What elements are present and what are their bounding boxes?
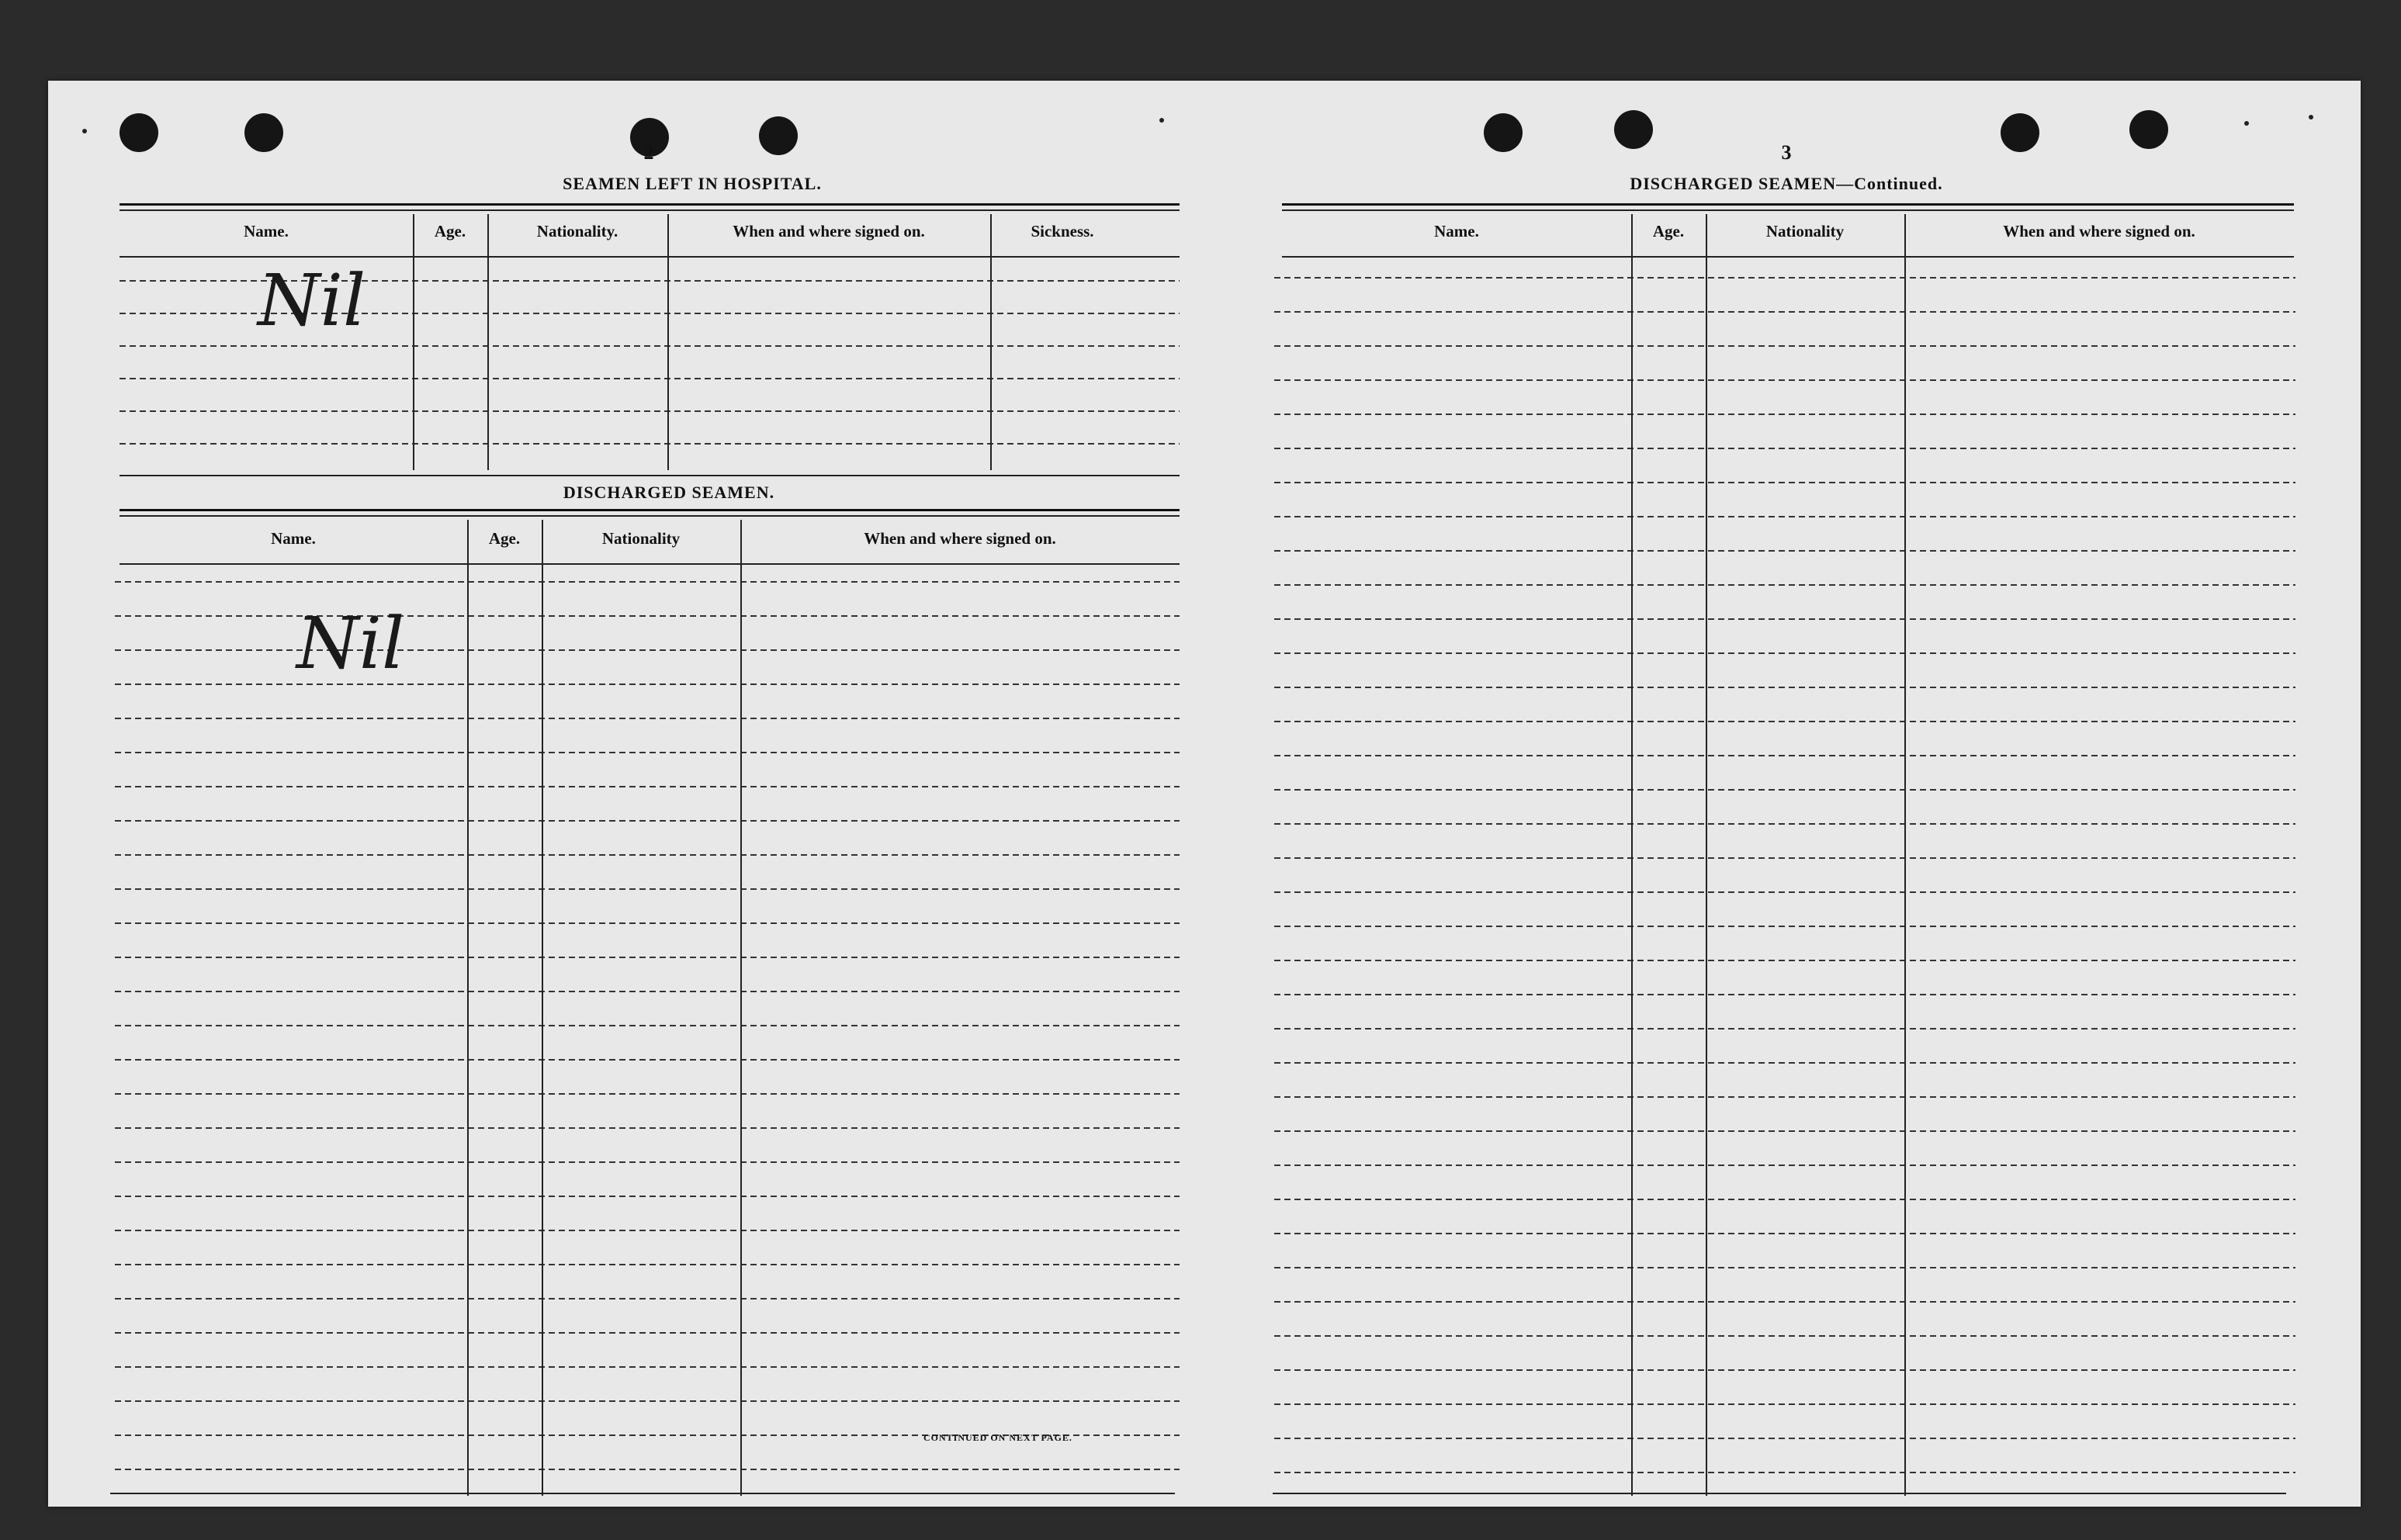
- col-header-sickness: Sickness.: [1031, 222, 1094, 241]
- col-header-name: Name.: [244, 222, 289, 241]
- handwritten-nil-discharged: Nil: [296, 602, 405, 685]
- col-header-age: Age.: [488, 529, 521, 548]
- col-header-age: Age.: [434, 222, 466, 241]
- discharged-entry-lines: [115, 566, 1180, 1497]
- punch-hole: [2001, 113, 2039, 152]
- col-header-nationality: Nationality: [601, 529, 681, 548]
- discharged-continued-title: DISCHARGED SEAMEN—Continued.: [1630, 174, 1943, 193]
- punch-hole: [1484, 113, 1523, 152]
- col-header-age: Age.: [1652, 222, 1685, 241]
- punch-hole: [2129, 110, 2168, 149]
- col-header-name: Name.: [271, 529, 316, 548]
- right-entry-lines: [1274, 259, 2295, 1500]
- col-header-signed-on: When and where signed on.: [2003, 222, 2195, 241]
- col-header-nationality: Nationality: [1765, 222, 1845, 241]
- punch-hole: [244, 113, 283, 152]
- col-header-signed-on: When and where signed on.: [733, 222, 925, 241]
- punch-hole: [1614, 110, 1653, 149]
- continued-note: CONTINUED ON NEXT PAGE.: [923, 1432, 1072, 1443]
- discharged-section-title: DISCHARGED SEAMEN.: [563, 483, 775, 502]
- page-number: 3: [1781, 141, 1792, 164]
- punch-hole: [759, 116, 798, 155]
- hospital-section-title: SEAMEN LEFT IN HOSPITAL.: [563, 174, 822, 193]
- document-sheet: [48, 81, 2361, 1507]
- col-header-name: Name.: [1434, 222, 1479, 241]
- page-number: 2: [643, 141, 654, 164]
- punch-hole: [120, 113, 158, 152]
- col-header-nationality: Nationality.: [536, 222, 618, 241]
- handwritten-nil-hospital: Nil: [258, 259, 366, 342]
- col-header-signed-on: When and where signed on.: [864, 529, 1056, 548]
